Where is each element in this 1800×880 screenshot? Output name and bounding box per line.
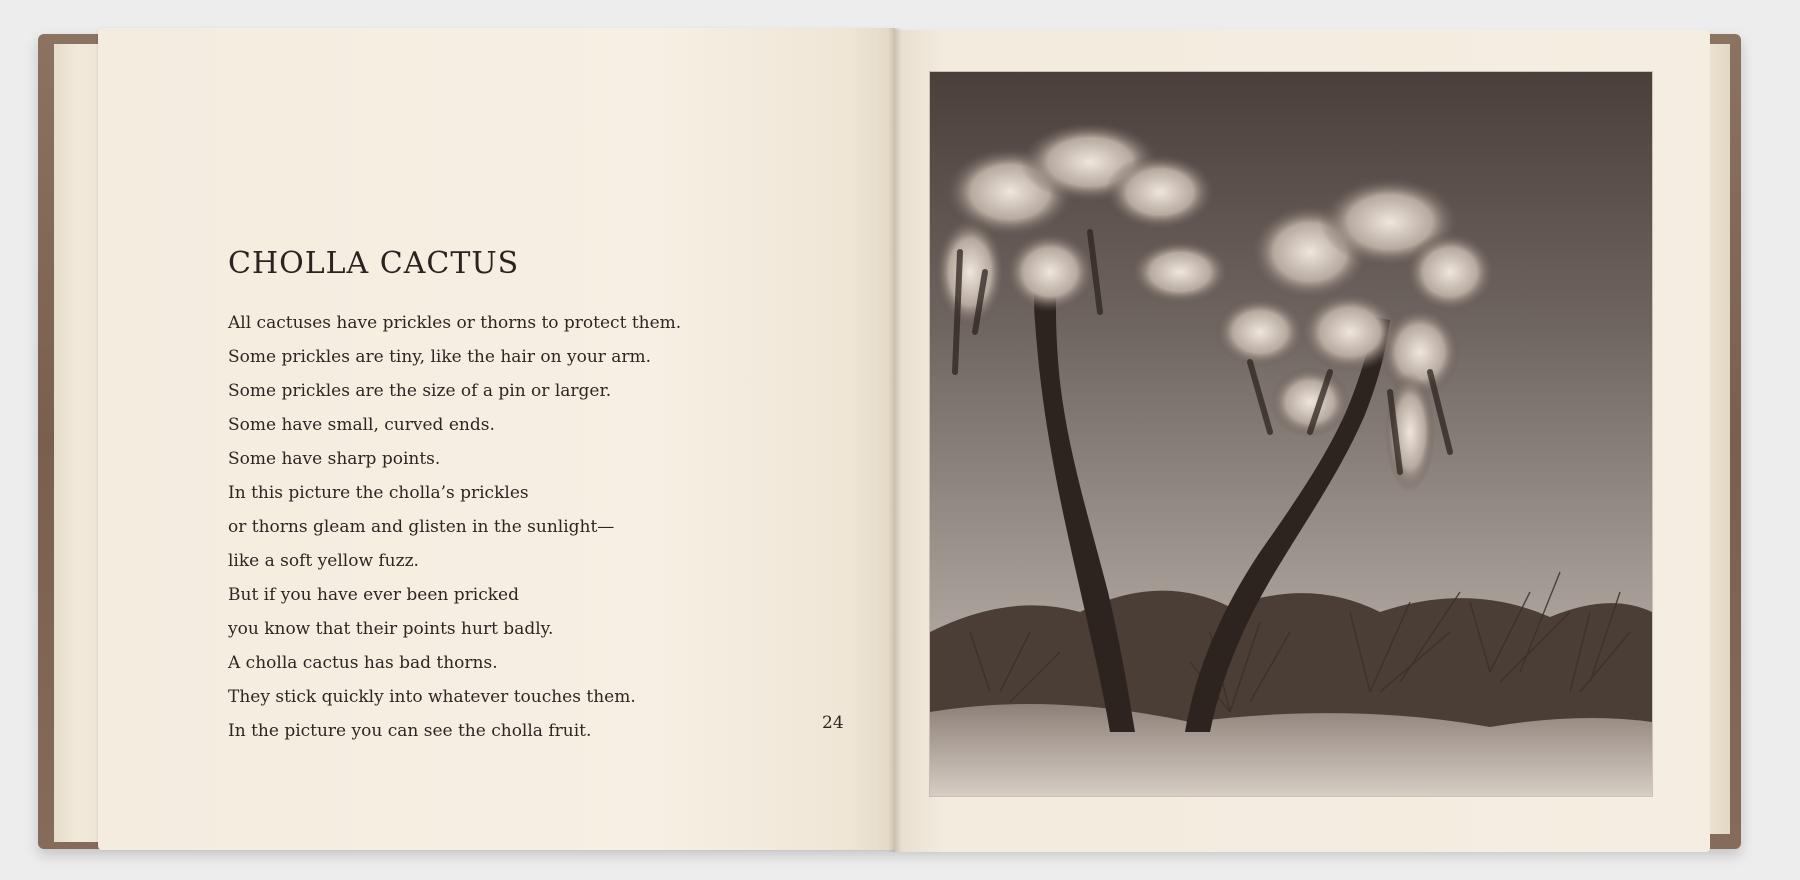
text-line: A cholla cactus has bad thorns. bbox=[228, 653, 498, 673]
text-line: you know that their points hurt badly. bbox=[228, 619, 554, 639]
text-line: In this picture the cholla’s prickles bbox=[228, 483, 529, 503]
text-line: Some have small, curved ends. bbox=[228, 415, 495, 435]
cholla-cactus-photo bbox=[930, 72, 1652, 796]
text-line: Some prickles are tiny, like the hair on your arm. bbox=[228, 347, 652, 367]
text-line: Some prickles are the size of a pin or larger. bbox=[228, 381, 612, 401]
text-line: They stick quickly into whatever touches them. bbox=[228, 687, 636, 707]
page-number: 24 bbox=[822, 713, 844, 733]
book-gutter bbox=[888, 28, 902, 852]
text-line: Some have sharp points. bbox=[228, 449, 441, 469]
body-text bbox=[228, 306, 681, 748]
page-title: CHOLLA CACTUS bbox=[228, 246, 520, 281]
text-line: All cactuses have prickles or thorns to protect them. bbox=[228, 313, 682, 333]
text-line: or thorns gleam and glisten in the sunlight— bbox=[228, 517, 615, 537]
text-line: like a soft yellow fuzz. bbox=[228, 551, 419, 571]
text-line: In the picture you can see the cholla fruit. bbox=[228, 721, 592, 741]
text-line: But if you have ever been pricked bbox=[228, 585, 519, 605]
